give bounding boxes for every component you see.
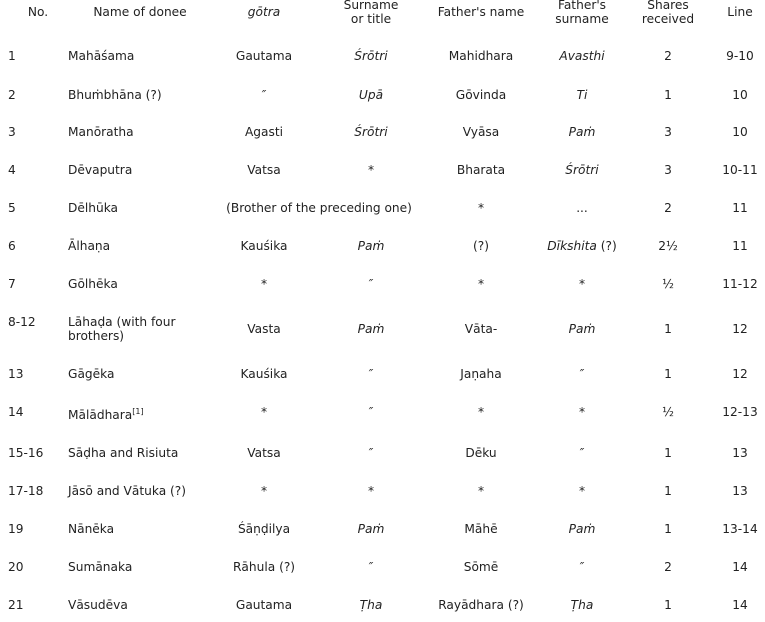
- row-father: Vāta-: [464, 322, 498, 336]
- row-shares: 2: [664, 49, 672, 63]
- row-line: 11: [732, 201, 748, 215]
- row-no: 13: [8, 367, 24, 381]
- row-shares: 1: [664, 322, 672, 336]
- row-surname: Paṁ: [357, 322, 385, 336]
- row-father-surname: Paṁ: [568, 522, 596, 536]
- header-father-surname-2: surname: [555, 12, 609, 26]
- row-line: 10-11: [722, 163, 758, 177]
- row-surname: ″: [368, 560, 374, 574]
- row-gotra: Kauśika: [240, 239, 288, 253]
- row-name: Manōratha: [68, 125, 134, 139]
- row-shares: 1: [664, 484, 672, 498]
- row-name: Lāhaḍa (with four brothers): [68, 315, 176, 343]
- header-name: Name of donee: [93, 5, 187, 19]
- row-no: 2: [8, 88, 16, 102]
- row-father-surname: Śrōtri: [565, 163, 599, 177]
- row-surname: Upā: [358, 88, 384, 102]
- row-father-surname: Paṁ: [568, 125, 596, 139]
- row-father: Gōvinda: [455, 88, 507, 102]
- header-line: Line: [727, 5, 753, 19]
- row-surname: Śrōtri: [354, 125, 388, 139]
- row-shares: 1: [664, 367, 672, 381]
- footnote-ref[interactable]: [1]: [132, 407, 144, 416]
- row-surname: ″: [368, 405, 374, 419]
- row-father-surname: *: [578, 405, 586, 419]
- row-shares: 2: [664, 201, 672, 215]
- row-no: 1: [8, 49, 16, 63]
- row-shares: 2: [664, 560, 672, 574]
- row-father: *: [477, 484, 485, 498]
- row-father: Sōmē: [463, 560, 499, 574]
- row-line: 12: [732, 322, 748, 336]
- row-gotra: *: [260, 277, 268, 291]
- row-gotra: Rāhula (?): [232, 560, 296, 574]
- row-line: 10: [732, 125, 748, 139]
- row-shares: ½: [662, 277, 674, 291]
- row-shares: ½: [662, 405, 674, 419]
- row-name: Jāsō and Vātuka (?): [68, 484, 187, 498]
- row-father-surname: Paṁ: [568, 322, 596, 336]
- row-father: Māhē: [464, 522, 498, 536]
- row-father-surname: Dīkshita: [547, 239, 597, 253]
- row-shares: 1: [664, 446, 672, 460]
- row-name: Dēvaputra: [68, 163, 133, 177]
- row-no: 19: [8, 522, 24, 536]
- row-no: 4: [8, 163, 16, 177]
- row-no: 5: [8, 201, 16, 215]
- row-line: 13-14: [722, 522, 758, 536]
- row-line: 13: [732, 484, 748, 498]
- row-surname: Ṭha: [359, 598, 383, 612]
- row-surname: Śrōtri: [354, 49, 388, 63]
- row-father-surname-cell: [540, 239, 624, 253]
- row-gotra-span: (Brother of the preceding one): [226, 201, 412, 215]
- row-line: 12: [732, 367, 748, 381]
- row-shares: 1: [664, 88, 672, 102]
- row-no: 17-18: [8, 484, 44, 498]
- row-line: 9-10: [726, 49, 754, 63]
- row-line: 10: [732, 88, 748, 102]
- row-father-surname: Ṭha: [570, 598, 594, 612]
- row-gotra: Kauśika: [240, 367, 288, 381]
- row-gotra: Agasti: [244, 125, 284, 139]
- row-name: Dēlhūka: [68, 201, 119, 215]
- row-name: Ālhaṇa: [68, 239, 111, 253]
- row-no: 20: [8, 560, 24, 574]
- row-surname: Paṁ: [357, 522, 385, 536]
- row-surname: ″: [368, 367, 374, 381]
- row-shares: 3: [664, 125, 672, 139]
- row-shares: 1: [664, 598, 672, 612]
- row-surname: *: [367, 163, 375, 177]
- row-father-surname: ″: [579, 446, 585, 460]
- row-father-surname: ″: [579, 560, 585, 574]
- row-no: 7: [8, 277, 16, 291]
- row-line: 11: [732, 239, 748, 253]
- row-father: *: [477, 277, 485, 291]
- row-no: 15-16: [8, 446, 44, 460]
- row-gotra: Gautama: [235, 49, 293, 63]
- row-gotra: ″: [261, 88, 267, 102]
- row-father-surname: *: [578, 277, 586, 291]
- row-father: *: [477, 201, 485, 215]
- row-father: *: [477, 405, 485, 419]
- header-shares-1: Shares: [647, 0, 689, 12]
- row-name: Sāḍha and Risiuta: [68, 446, 179, 460]
- row-name: Gōlhēka: [68, 277, 118, 291]
- row-gotra: Gautama: [235, 598, 293, 612]
- row-name: Gāgēka: [68, 367, 115, 381]
- row-father-surname: *: [578, 484, 586, 498]
- row-father: Dēku: [465, 446, 497, 460]
- header-father-surname-1: Father's: [557, 0, 607, 12]
- row-shares: 1: [664, 522, 672, 536]
- row-no: 14: [8, 405, 24, 419]
- row-surname: Paṁ: [357, 239, 385, 253]
- row-no: 8-12: [8, 315, 36, 329]
- row-line: 14: [732, 598, 748, 612]
- row-gotra: Śāṇḍilya: [237, 522, 291, 536]
- row-gotra: Vasta: [247, 322, 281, 336]
- row-line: 13: [732, 446, 748, 460]
- row-shares: 3: [664, 163, 672, 177]
- row-no: 21: [8, 598, 24, 612]
- row-father: Jaṇaha: [460, 367, 502, 381]
- row-line: 12-13: [722, 405, 758, 419]
- row-name: Nānēka: [68, 522, 115, 536]
- row-name: Sumānaka: [68, 560, 133, 574]
- row-name: Mālādhara: [68, 408, 133, 422]
- row-father: Vyāsa: [462, 125, 500, 139]
- row-gotra: Vatsa: [247, 163, 281, 177]
- row-gotra: *: [260, 405, 268, 419]
- header-surname-2: or title: [350, 12, 392, 26]
- row-gotra: *: [260, 484, 268, 498]
- row-father: (?): [473, 239, 489, 253]
- row-father-surname: ...: [576, 201, 588, 215]
- row-father-surname-note: (?): [596, 239, 617, 253]
- header-father-name: Father's name: [437, 5, 525, 19]
- row-shares: 2½: [658, 239, 678, 253]
- row-name: Vāsudēva: [68, 598, 128, 612]
- row-name-cell: [68, 405, 144, 422]
- row-surname: ″: [368, 277, 374, 291]
- row-line: 14: [732, 560, 748, 574]
- row-father: Rayādhara (?): [438, 598, 524, 612]
- row-father-surname: Ti: [576, 88, 588, 102]
- row-name: Mahāśama: [68, 49, 135, 63]
- row-father: Mahidhara: [448, 49, 514, 63]
- row-surname: *: [367, 484, 375, 498]
- row-father-surname: Avasthi: [559, 49, 605, 63]
- row-no: 3: [8, 125, 16, 139]
- header-shares-2: received: [641, 12, 695, 26]
- row-name: Bhuṁbhāna (?): [68, 88, 162, 102]
- row-gotra: Vatsa: [247, 446, 281, 460]
- header-surname-1: Surname: [343, 0, 399, 12]
- header-no: No.: [27, 5, 49, 19]
- row-no: 6: [8, 239, 16, 253]
- row-father: Bharata: [456, 163, 506, 177]
- row-line: 11-12: [722, 277, 758, 291]
- header-gotra: gōtra: [247, 5, 281, 19]
- row-surname: ″: [368, 446, 374, 460]
- row-father-surname: ″: [579, 367, 585, 381]
